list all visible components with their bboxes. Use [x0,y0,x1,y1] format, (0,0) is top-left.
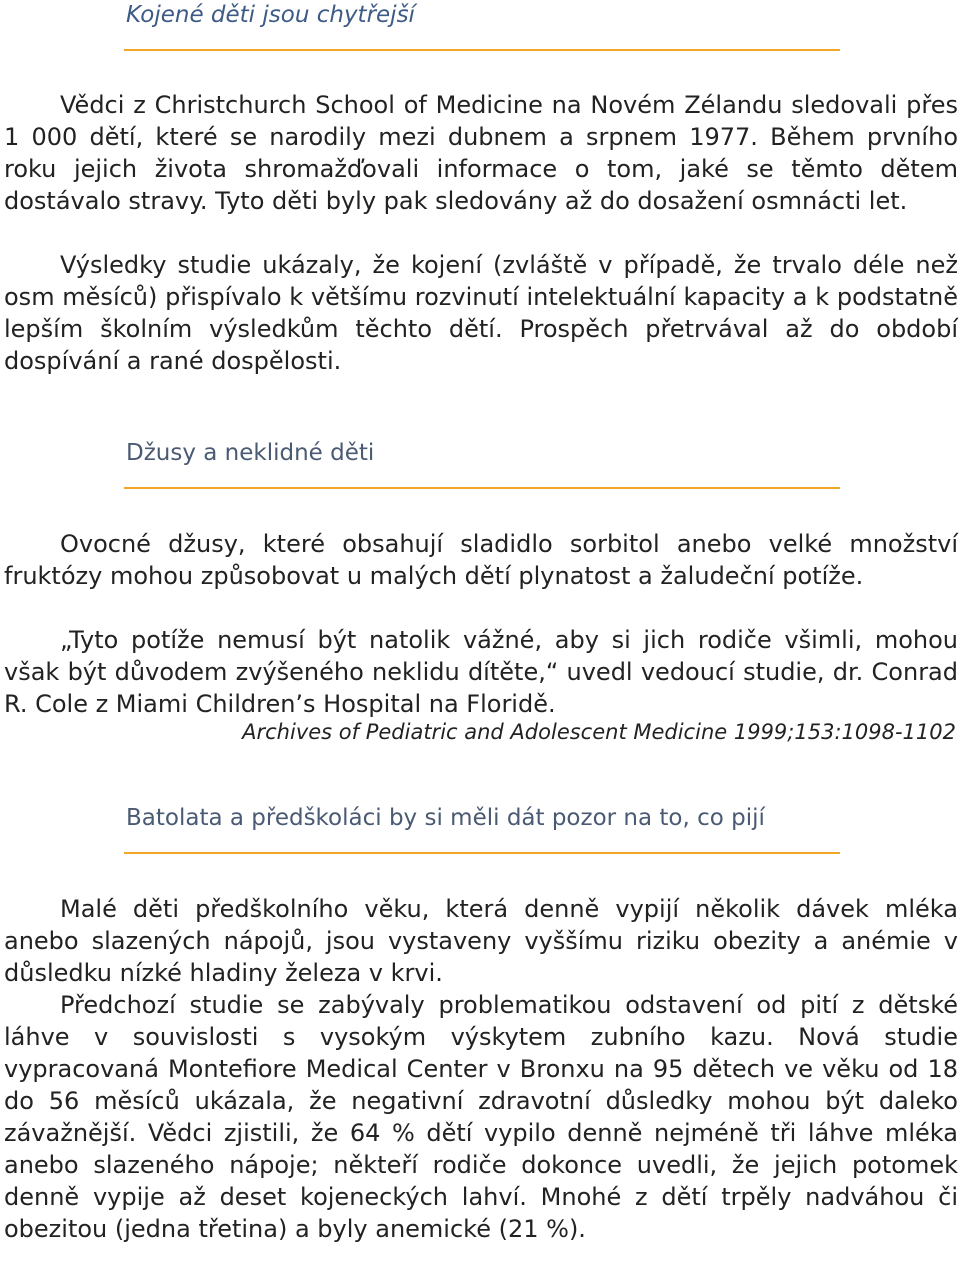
paragraph: Vědci z Christchurch School of Medicine na Novém Zélandu sledovali přes 1 000 dětí, které se narodily mezi dubnem a srpnem 1977. Během prvního roku jejich života shromažďovali informace o tom, jaké se těmto dětem dostávalo stravy. Tyto děti byly pak sledovány až do dosažení osmnácti let. [4,91,958,215]
heading-divider [124,49,840,51]
paragraph: Předchozí studie se zabývaly problematikou odstavení od pití z dětské láhve v souvislosti s vysokým výskytem zubního kazu. Nová studie vypracovaná Montefiore Medical Center v Bronxu na 95 dětech ve věku od 18 do 56 měsíců ukázala, že negativní zdravotní důsledky mohou být daleko závažnější. Vědci zjistili, že 64 % dětí vypilo denně nejméně tři láhve mléka anebo slazeného nápoje; někteří rodiče dokonce uvedli, že jejich potomek denně vypije až deset kojeneckých lahví. Mnohé z dětí trpěly nadváhou či obezitou (jedna třetina) a byly anemické (21 %). [4,991,958,1243]
section-heading-juices: Džusy a neklidné děti [126,440,375,466]
heading-divider [124,852,840,854]
citation: Archives of Pediatric and Adolescent Medicine 1999;153:1098-1102 [242,720,956,744]
paragraph: Malé děti předškolního věku, která denně vypijí několik dávek mléka anebo slazených nápojů, jsou vystaveny vyššímu riziku obezity a anémie v důsledku nízké hladiny železa v krvi. [4,895,958,987]
paragraph: Výsledky studie ukázaly, že kojení (zvláště v případě, že trvalo déle než osm měsíců) přispívalo k většímu rozvinutí intelektuální kapacity a k podstatně lepším školním výsledkům těchto dětí. Prospěch přetrvával až do období dospívání a rané dospělosti. [4,251,958,375]
paragraph: „Tyto potíže nemusí být natolik vážné, aby si jich rodiče všimli, mohou však být důvodem zvýšeného neklidu dítěte,“ uvedl vedoucí studie, dr. Conrad R. Cole z Miami Children’s Hospital na Floridě. [4,626,958,718]
heading-divider [124,487,840,489]
paragraph: Ovocné džusy, které obsahují sladidlo sorbitol anebo velké množství fruktózy mohou způsobovat u malých dětí plynatost a žaludeční potíže. [4,530,958,590]
section-heading-breastfed-children: Kojené děti jsou chytřejší [126,2,415,28]
section-heading-toddlers: Batolata a předškoláci by si měli dát pozor na to, co pijí [126,805,765,831]
